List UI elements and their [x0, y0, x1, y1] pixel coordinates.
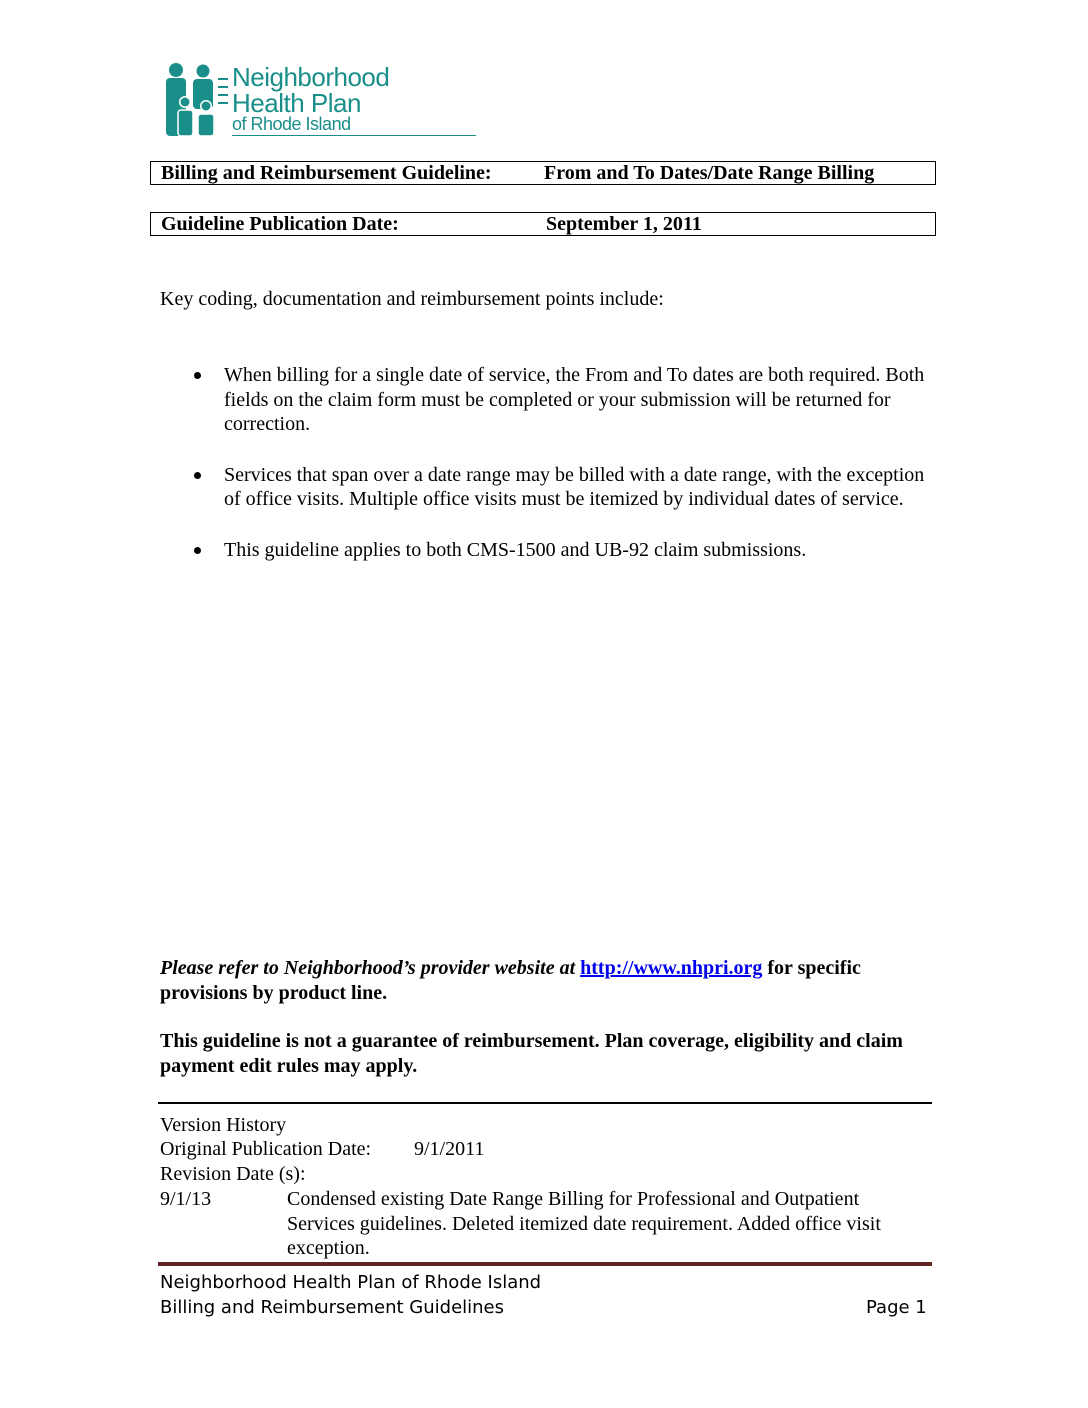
guideline-value: From and To Dates/Date Range Billing	[544, 162, 875, 184]
logo-line-2: Health Plan	[232, 88, 361, 118]
original-publication-value: 9/1/2011	[414, 1138, 485, 1160]
list-item	[190, 363, 935, 437]
logo-underline	[232, 135, 476, 136]
logo-line-3: of Rhode Island	[232, 114, 351, 134]
list-item	[190, 538, 935, 563]
revision-description: Condensed existing Date Range Billing for Professional and Outpatient Services guidelines. Deleted itemized date requirement. Added office visit exception.	[287, 1188, 881, 1259]
key-points-list	[190, 363, 935, 588]
list-item	[190, 463, 935, 512]
bullet-icon	[194, 547, 201, 554]
provider-website-note	[160, 956, 930, 1006]
original-publication-label: Original Publication Date:	[160, 1138, 372, 1160]
footer-organization: Neighborhood Health Plan of Rhode Island	[160, 1272, 542, 1293]
publication-date-box	[150, 212, 936, 236]
revision-date-label: Revision Date (s):	[160, 1163, 306, 1185]
guideline-label: Billing and Reimbursement Guideline:	[161, 162, 492, 184]
footer-divider	[158, 1262, 932, 1266]
version-divider	[158, 1102, 932, 1104]
family-figures-icon	[160, 62, 230, 138]
guarantee-disclaimer: This guideline is not a guarantee of reimbursement. Plan coverage, eligibility and claim payment edit rules may apply.	[160, 1030, 903, 1077]
logo	[160, 62, 408, 138]
publication-date-label: Guideline Publication Date:	[161, 213, 399, 235]
logo-line-1: Neighborhood	[232, 62, 390, 92]
publication-date-value: September 1, 2011	[546, 213, 702, 235]
refer-italic: Please refer to Neighborhood’s provider website at	[160, 957, 576, 979]
intro-text: Key coding, documentation and reimbursement points include:	[160, 288, 664, 310]
bullet-text: This guideline applies to both CMS-1500 and UB-92 claim submissions.	[224, 538, 807, 561]
bullet-text: Services that span over a date range may be billed with a date range, with the exception of office visits. Multiple office visits must be itemized by individual dates of service.	[224, 463, 925, 510]
refer-rest: for specific provisions by product line.	[160, 957, 861, 1004]
bullet-text: When billing for a single date of service, the From and To dates are both required. Both fields on the claim form must be completed or your submission will be returned for correction.	[224, 364, 925, 435]
version-history-title: Version History	[160, 1114, 287, 1136]
bullet-icon	[194, 372, 201, 379]
page-number: Page 1	[866, 1297, 927, 1318]
provider-website-link[interactable]: http://www.nhpri.org	[580, 957, 763, 979]
bullet-icon	[194, 472, 201, 479]
footer-document-title: Billing and Reimbursement Guidelines	[160, 1297, 505, 1318]
revision-date: 9/1/13	[160, 1188, 212, 1210]
guideline-title-box	[150, 161, 936, 185]
